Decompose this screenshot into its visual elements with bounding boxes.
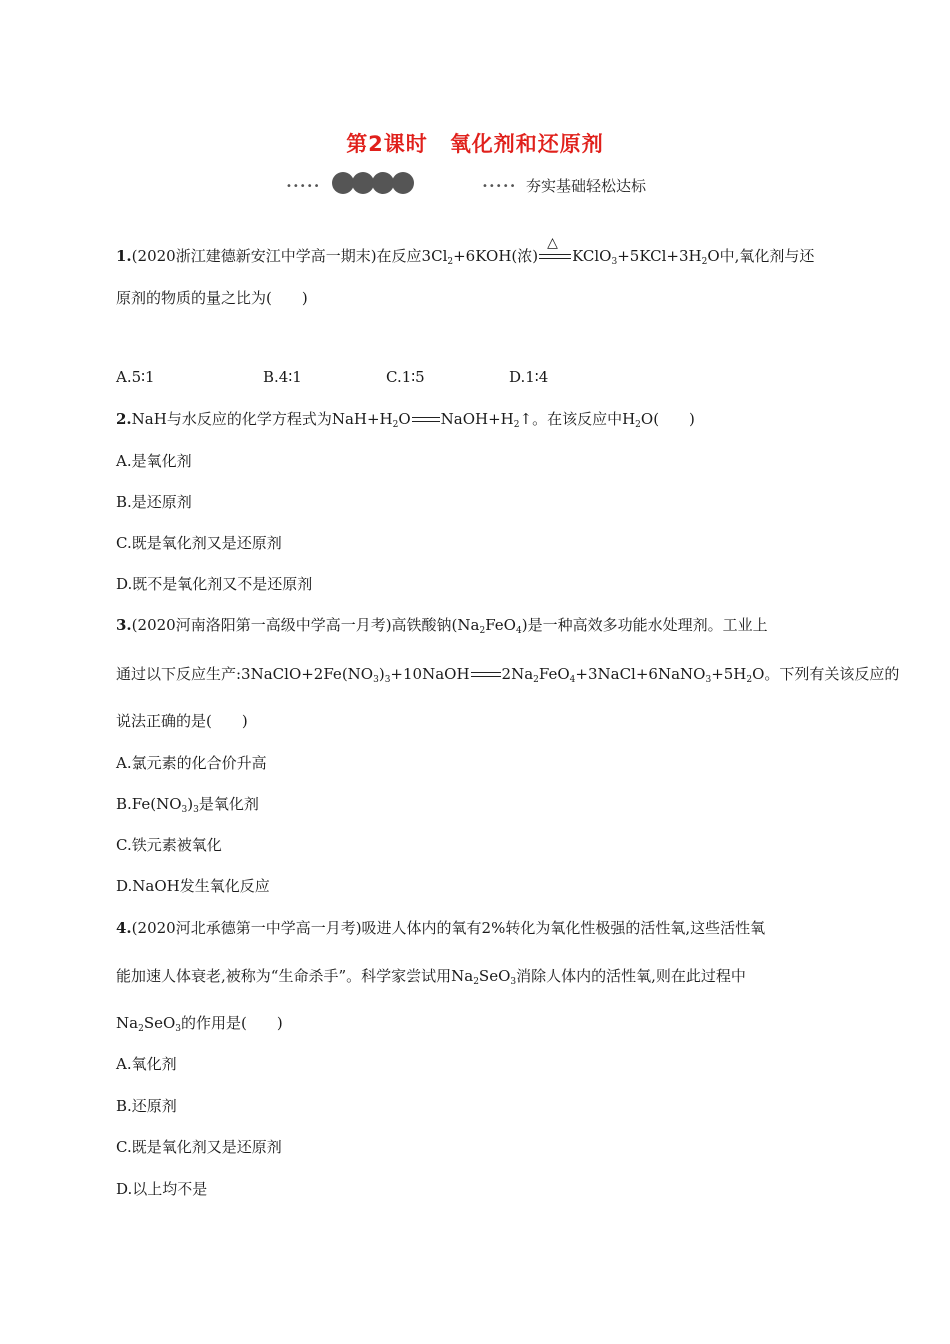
q3-option-c[interactable]: C.铁元素被氧化 xyxy=(116,836,222,854)
equals-sign-icon xyxy=(411,415,441,425)
banner-circle-icon xyxy=(392,172,414,194)
heat-delta-icon: △ xyxy=(547,235,558,251)
q4-option-d[interactable]: D.以上均不是 xyxy=(116,1180,208,1198)
q3-option-d[interactable]: D.NaOH发生氧化反应 xyxy=(116,877,270,895)
q4-option-b[interactable]: B.还原剂 xyxy=(116,1097,177,1115)
q3-line1: 3.(2020河南洛阳第一高级中学高一月考)高铁酸钠$(Na_2FeO_4)$是一种高效多功能水处理剂。工业上 xyxy=(116,616,768,636)
banner-circle-icon xyxy=(352,172,374,194)
q2-number: 2. xyxy=(116,410,132,428)
equals-sign-icon xyxy=(538,235,572,262)
q1-option-a[interactable]: A.5∶1 xyxy=(116,368,155,386)
q4-option-c[interactable]: C.既是氧化剂又是还原剂 xyxy=(116,1138,282,1156)
q1-option-b[interactable]: B.4∶1 xyxy=(263,368,302,386)
page-title xyxy=(0,128,950,158)
q4-option-a[interactable]: A.氧化剂 xyxy=(116,1055,177,1073)
q3-number: 3. xyxy=(116,616,132,634)
banner-circle-icon xyxy=(332,172,354,194)
q3-line3: 说法正确的是( ) xyxy=(116,712,248,730)
q2-option-a[interactable]: A.是氧化剂 xyxy=(116,452,192,470)
q1-line1: 1.(2020浙江建德新安江中学高一期末)在反应$3Cl_2+6KOH$(浓) △ $KClO_3+5KCl+3H_2O$中,氧化剂与还 xyxy=(116,235,815,267)
q3-option-a[interactable]: A.氯元素的化合价升高 xyxy=(116,754,267,772)
lesson-topic: 氧化剂和还原剂 xyxy=(449,132,604,156)
q4-line2: 能加速人体衰老,被称为“生命杀手”。科学家尝试用$Na_2SeO_3$消除人体内的活性氧,则在此过程中 xyxy=(116,967,746,987)
q3-option-b[interactable]: $B.Fe(NO_3)_3$是氧化剂 xyxy=(116,795,259,815)
q1-option-d[interactable]: D.1∶4 xyxy=(509,368,549,386)
banner-dots-right: ••••• xyxy=(482,181,517,192)
q4-line1: 4.(2020河北承德第一中学高一月考)吸进人体内的氧有2%转化为氧化性极强的活性氧,这些活性氧 xyxy=(116,919,766,937)
banner-circle-icon xyxy=(372,172,394,194)
banner-text: 夯实基础轻松达标 xyxy=(526,177,647,195)
banner-dots-left: ••••• xyxy=(286,181,321,192)
q1-number: 1. xyxy=(116,247,132,265)
lesson-number: 第2课时 xyxy=(346,132,428,156)
q1-line2: 原剂的物质的量之比为( ) xyxy=(116,289,308,307)
q2-option-c[interactable]: C.既是氧化剂又是还原剂 xyxy=(116,534,282,552)
q4-line3: $Na_2SeO_3$的作用是( ) xyxy=(116,1014,283,1034)
q2-line1: 2.NaH与水反应的化学方程式为$NaH+H_2O$ $NaOH+H_2↑$。在该反应中$H_2O$( ) xyxy=(116,410,695,430)
q1-option-c[interactable]: C.1∶5 xyxy=(386,368,425,386)
q3-line2: 通过以下反应生产$:3NaClO+2Fe(NO_3)_3+10NaOH$ $2Na_2FeO_4+3NaCl+6NaNO_3+5H_2O$。下列有关该反应的 xyxy=(116,665,900,685)
section-banner xyxy=(286,168,686,198)
q4-number: 4. xyxy=(116,919,132,937)
q2-option-b[interactable]: B.是还原剂 xyxy=(116,493,192,511)
q2-option-d[interactable]: D.既不是氧化剂又不是还原剂 xyxy=(116,575,313,593)
equals-sign-icon xyxy=(470,670,502,680)
